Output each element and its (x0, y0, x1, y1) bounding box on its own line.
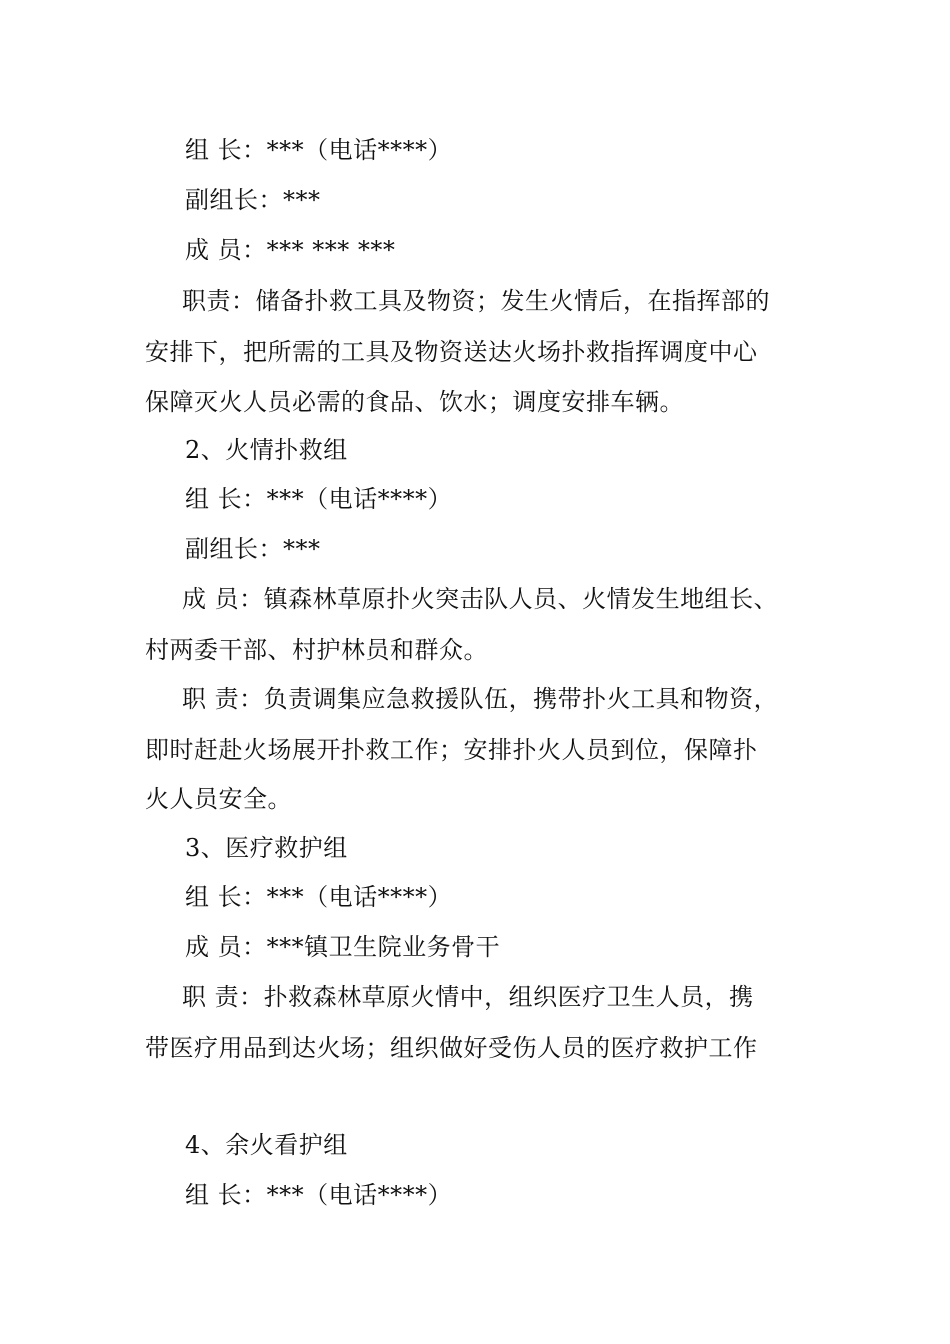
text-line: 组 长：***（电话****） (185, 485, 453, 513)
section-heading: 2、火情扑救组 (185, 436, 348, 464)
text-line: 火人员安全。 (145, 785, 292, 813)
text-line: 村两委干部、村护林员和群众。 (145, 636, 488, 664)
text-line: 副组长：*** (185, 186, 321, 214)
text-line: 职 责：负责调集应急救援队伍，携带扑火工具和物资， (182, 685, 779, 713)
text-line: 成 员：***镇卫生院业务骨干 (185, 933, 501, 961)
text-line: 带医疗用品到达火场；组织做好受伤人员的医疗救护工作 (145, 1034, 758, 1062)
text-line: 成 员：镇森林草原扑火突击队人员、火情发生地组长、 (182, 585, 779, 613)
text-line: 安排下，把所需的工具及物资送达火场扑救指挥调度中心 (145, 338, 758, 366)
text-line: 成 员：*** *** *** (185, 236, 396, 264)
section-heading: 4、余火看护组 (185, 1131, 348, 1159)
text-line: 组 长：***（电话****） (185, 1181, 453, 1209)
text-line: 职 责：扑救森林草原火情中，组织医疗卫生人员，携 (182, 983, 754, 1011)
text-line: 组 长：***（电话****） (185, 883, 453, 911)
text-line: 职责：储备扑救工具及物资；发生火情后，在指挥部的 (182, 287, 770, 315)
text-line: 保障灭火人员必需的食品、饮水；调度安排车辆。 (145, 388, 684, 416)
section-heading: 3、医疗救护组 (185, 834, 348, 862)
text-line: 即时赶赴火场展开扑救工作；安排扑火人员到位，保障扑 (145, 736, 758, 764)
text-line: 副组长：*** (185, 535, 321, 563)
text-line: 组 长：***（电话****） (185, 136, 453, 164)
